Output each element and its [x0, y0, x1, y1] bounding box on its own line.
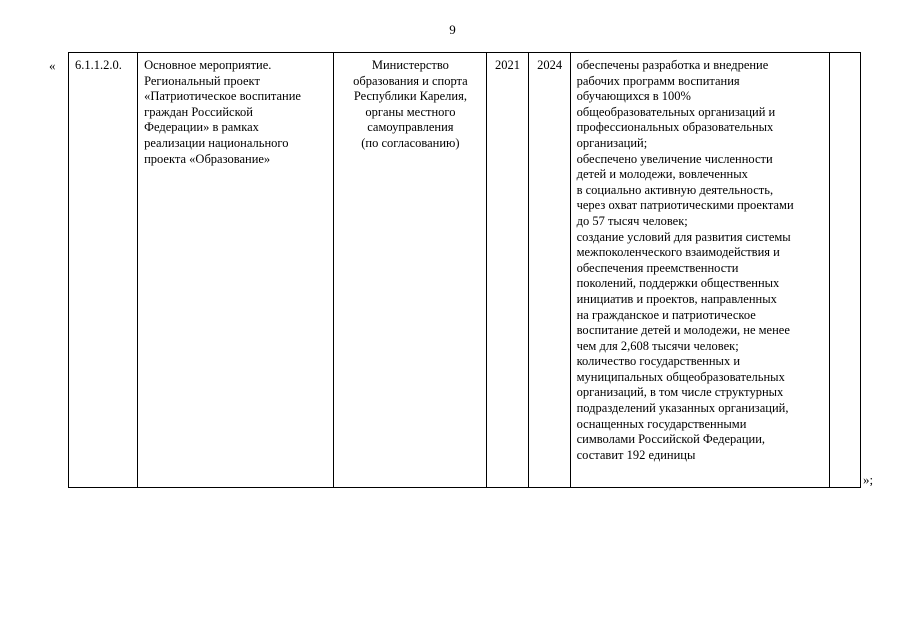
empty-cell	[829, 53, 860, 488]
result-line: поколений, поддержки общественных	[576, 276, 780, 291]
start-year-cell: 2021	[486, 53, 528, 488]
result-line: обеспечено увеличение численности	[576, 151, 773, 166]
end-year-cell: 2024	[528, 53, 570, 488]
result-line: на гражданское и патриотическое	[576, 307, 756, 322]
result-line: символами Российской Федерации,	[576, 432, 766, 447]
executor-line: образования и спорта	[353, 73, 468, 88]
measure-name-line: реализации национального	[144, 135, 289, 150]
measure-code-cell: 6.1.1.2.0.	[69, 53, 138, 488]
expected-result-cell	[570, 53, 829, 488]
result-line: муниципальных общеобразовательных	[576, 369, 785, 384]
result-line: до 57 тысяч человек;	[576, 213, 688, 228]
result-line: общеобразовательных организаций и	[576, 104, 776, 119]
measure-name-line: граждан Российской	[144, 104, 253, 119]
executor-line: самоуправления	[367, 120, 454, 135]
measure-name-line: Основное мероприятие.	[144, 58, 272, 72]
result-line: детей и молодежи, вовлеченных	[576, 167, 748, 182]
result-line: профессиональных образовательных	[576, 120, 774, 135]
result-line: чем для 2,608 тысячи человек;	[576, 338, 739, 353]
opening-quote-mark: «	[49, 58, 56, 73]
result-line: количество государственных и	[576, 354, 741, 369]
result-line: межпоколенческого взаимодействия и	[576, 245, 780, 260]
measure-name-line: проекта «Образование»	[144, 151, 271, 166]
result-line: обеспечения преемственности	[576, 260, 739, 275]
measure-name-line: Федерации» в рамках	[144, 120, 259, 135]
page-number: 9	[449, 22, 456, 37]
result-line: через охват патриотическими проектами	[576, 198, 794, 213]
executor-line: (по согласованию)	[361, 135, 460, 150]
result-line: обучающихся в 100%	[576, 89, 691, 104]
result-line: организаций;	[576, 135, 648, 150]
measures-table	[68, 52, 861, 488]
measure-name-cell	[138, 53, 334, 488]
result-line: организаций, в том числе структурных	[576, 385, 784, 400]
executor-line: органы местного	[365, 104, 456, 119]
result-line: инициатив и проектов, направленных	[576, 291, 777, 306]
result-line: рабочих программ воспитания	[576, 73, 740, 88]
closing-quote-mark: »;	[863, 472, 874, 487]
executor-line: Министерство	[371, 58, 449, 72]
result-line: составит 192 единицы	[576, 447, 696, 462]
result-line: в социально активную деятельность,	[576, 182, 774, 197]
result-line: воспитание детей и молодежи, не менее	[576, 323, 790, 338]
result-line: подразделений указанных организаций,	[576, 401, 789, 416]
table-row	[69, 53, 861, 488]
result-line: обеспечены разработка и внедрение	[576, 58, 769, 72]
executor-cell	[334, 53, 486, 488]
result-line: оснащенных государственными	[576, 416, 747, 431]
measure-name-line: Региональный проект	[144, 73, 260, 88]
measure-name-line: «Патриотическое воспитание	[144, 89, 301, 104]
executor-line: Республики Карелия,	[353, 89, 467, 104]
result-line: создание условий для развития системы	[576, 229, 791, 244]
